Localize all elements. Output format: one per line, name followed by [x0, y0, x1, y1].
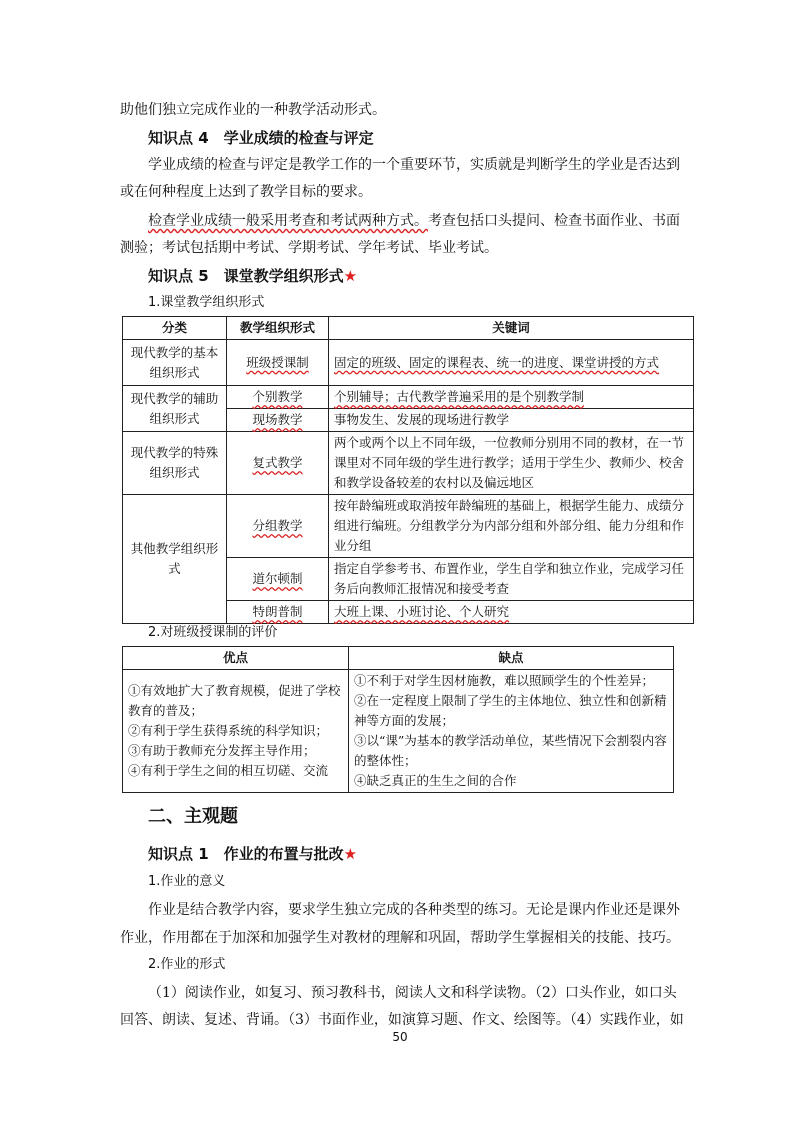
cons-header: 缺点 — [349, 647, 674, 670]
category-cell: 其他教学组织形式 — [123, 495, 227, 624]
cons-item: ④缺乏真正的生生之间的合作 — [354, 773, 517, 788]
sec2-kp1-heading-text: 知识点 1 作业的布置与批改 — [148, 845, 344, 863]
form-text: 分组教学 — [252, 518, 303, 533]
form-text: 复式教学 — [252, 455, 303, 470]
table-header-cell: 关键词 — [329, 317, 694, 340]
sec2-subheading-2: 2.作业的形式 — [148, 957, 226, 972]
sec2-paragraph-1b: 作业，作用都在于加深和加强学生对教材的理解和巩固，帮助学生掌握相关的技能、技巧。 — [120, 930, 680, 946]
form-text: 道尔顿制 — [252, 571, 303, 586]
form-text: 班级授课制 — [246, 354, 309, 370]
table-row — [123, 386, 694, 409]
kp5-subheading-1: 1.课堂教学组织形式 — [148, 295, 265, 310]
keyword-cell — [329, 386, 694, 409]
form-cell — [227, 386, 329, 409]
keyword-cell — [329, 340, 694, 386]
form-cell — [227, 432, 329, 495]
table-row — [123, 495, 694, 558]
keyword-text: 固定的班级、固定的课程表、统一的进度、课堂讲授的方式 — [334, 354, 660, 370]
star-icon: ★ — [343, 845, 358, 863]
sec2-paragraph-2a: （1）阅读作业，如复习、预习教科书，阅读人文和科学读物。（2）口头作业，如口头 — [148, 985, 677, 1001]
table-header-cell: 分类 — [123, 317, 227, 340]
form-cell — [227, 409, 329, 432]
sec2-kp1-heading — [148, 842, 357, 866]
kp5-heading-text: 知识点 5 课堂教学组织形式 — [148, 267, 344, 285]
keyword-cell: 两个或两个以上不同年级，一位教师分别用不同的教材，在一节课里对不同年级的学生进行教学；适用于学生少、教师少、校舍和教学设备较差的农村以及偏远地区 — [329, 432, 694, 495]
sec2-paragraph-2b: 回答、朗读、复述、背诵。（3）书面作业，如演算习题、作文、绘图等。（4）实践作业，如 — [120, 1012, 684, 1028]
cons-item: ②在一定程度上限制了学生的主体地位、独立性和创新精神等方面的发展； — [354, 693, 667, 728]
form-text: 个别教学 — [252, 389, 303, 404]
form-cell — [227, 340, 329, 386]
category-cell: 现代教学的特殊组织形式 — [123, 432, 227, 495]
keyword-cell: 按年龄编班或取消按年龄编班的基础上，根据学生能力、成绩分组进行编班。分组教学分为内部分组和外部分组、能力分组和作业分组 — [329, 495, 694, 558]
keyword-text: 个别辅导；古代教学普遍采用的是个别教学制 — [334, 389, 585, 404]
category-cell: 现代教学的基本组织形式 — [123, 340, 227, 386]
cons-cell — [349, 670, 674, 793]
form-text: 现场教学 — [252, 412, 303, 427]
page-number: 50 — [392, 1030, 408, 1044]
keyword-cell: 事物发生、发展的现场进行教学 — [329, 409, 694, 432]
keyword-cell — [329, 601, 694, 624]
pros-item: ②有利于学生获得系统的科学知识； — [128, 723, 329, 738]
table-header-cell: 教学组织形式 — [227, 317, 329, 340]
sec2-subheading-1: 1.作业的意义 — [148, 874, 226, 889]
pros-item: ④有利于学生之间的相互切磋、交流 — [128, 763, 329, 778]
paragraph-intro-tail: 助他们独立完成作业的一种教学活动形式。 — [120, 102, 386, 118]
category-cell: 现代教学的辅助组织形式 — [123, 386, 227, 432]
section-2-heading: 二、主观题 — [148, 806, 238, 827]
kp4-paragraph-2b: 测验；考试包括期中考试、学期考试、学年考试、毕业考试。 — [120, 240, 498, 256]
form-cell — [227, 558, 329, 601]
keyword-cell: 指定自学参考书、布置作业，学生自学和独立作业，完成学习任务后向教师汇报情况和接受考查 — [329, 558, 694, 601]
table-class-teaching-evaluation — [122, 646, 674, 793]
cons-item: ③以“课”为基本的教学活动单位，某些情况下会割裂内容的整体性； — [354, 733, 667, 768]
pros-cell — [123, 670, 349, 793]
kp4-underlined-text: 检查学业成绩一般采用考查和考试两种方式。 — [148, 213, 428, 229]
kp5-heading — [148, 264, 357, 288]
kp4-paragraph-2a-rest: 考查包括口头提问、检查书面作业、书面 — [428, 213, 680, 229]
kp4-heading: 知识点 4 学业成绩的检查与评定 — [148, 129, 374, 147]
pros-item: ③有助于教师充分发挥主导作用； — [128, 743, 316, 758]
cons-item: ①不利于对学生因材施教，难以照顾学生的个性差异； — [354, 673, 655, 688]
kp4-paragraph-2a — [120, 209, 680, 233]
form-cell — [227, 495, 329, 558]
star-icon: ★ — [343, 267, 358, 285]
pros-header: 优点 — [123, 647, 349, 670]
keyword-text: 大班上课、小班讨论、个人研究 — [334, 604, 510, 619]
form-text: 特朗普制 — [252, 604, 303, 619]
form-cell — [227, 601, 329, 624]
table-row — [123, 670, 674, 793]
table-header-row — [123, 647, 674, 670]
kp4-paragraph-1b: 或在何种程度上达到了教学目标的要求。 — [120, 184, 372, 200]
table-teaching-forms — [122, 316, 694, 624]
pros-item: ①有效地扩大了教育规模，促进了学校教育的普及； — [128, 683, 341, 718]
table-header-row — [123, 317, 694, 340]
kp5-subheading-2: 2.对班级授课制的评价 — [148, 625, 278, 640]
sec2-paragraph-1a: 作业是结合教学内容，要求学生独立完成的各种类型的练习。无论是课内作业还是课外 — [148, 902, 680, 918]
kp4-paragraph-1a: 学业成绩的检查与评定是教学工作的一个重要环节，实质就是判断学生的学业是否达到 — [148, 157, 680, 173]
table-row — [123, 340, 694, 386]
table-row — [123, 432, 694, 495]
